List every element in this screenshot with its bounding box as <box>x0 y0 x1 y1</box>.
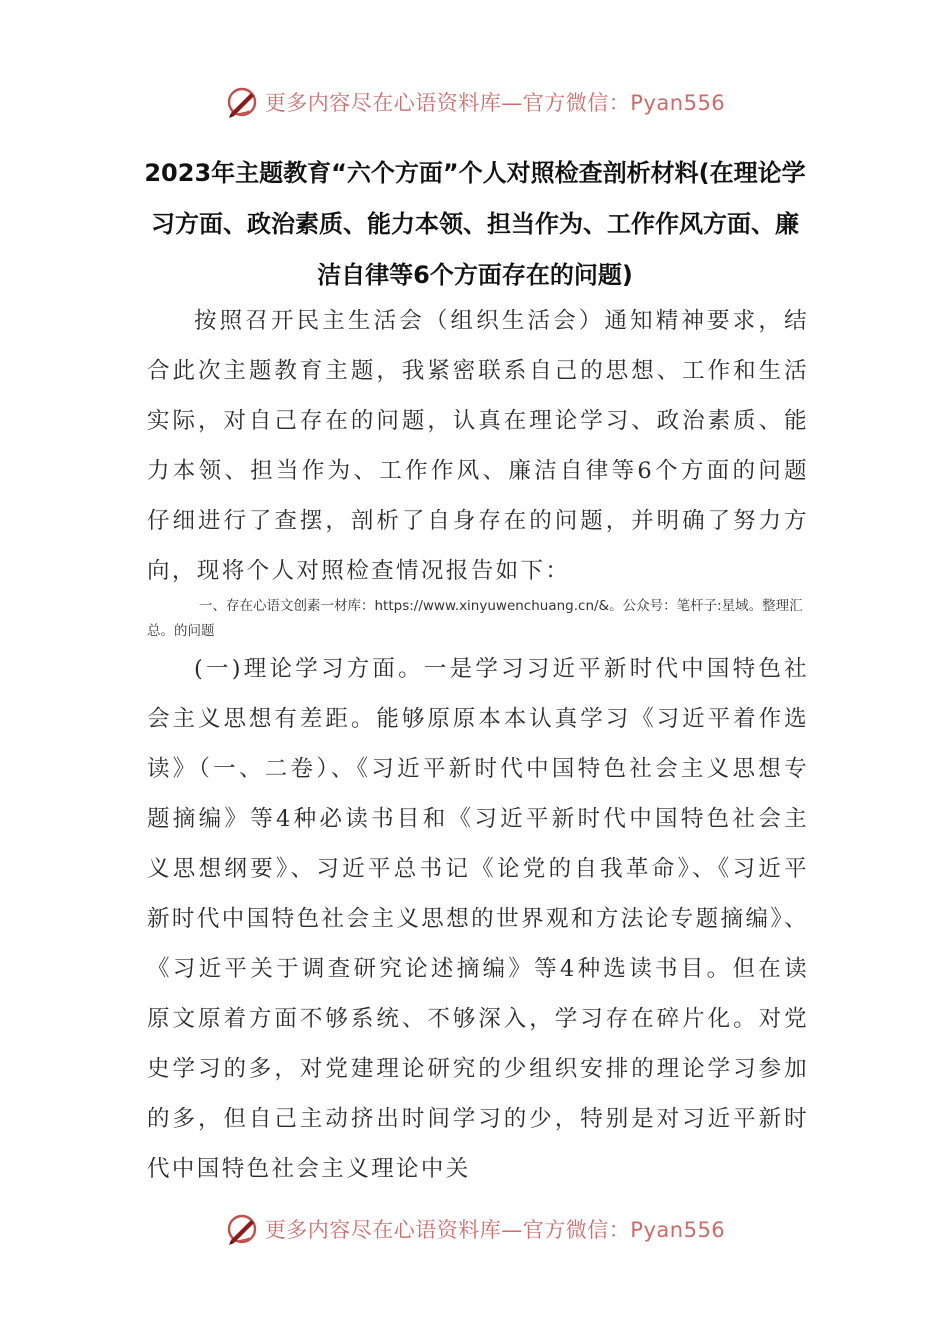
pen-in-circle-icon <box>225 85 259 119</box>
intro-paragraph: 按照召开民主生活会（组织生活会）通知精神要求，结合此次主题教育主题，我紧密联系自己的思想、工作和生活实际，对自己存在的问题，认真在理论学习、政治素质、能力本领、担当作为、工作作风、廉洁自律等6个方面的问题仔细进行了查摆，剖析了自身存在的问题，并明确了努力方向，现将个人对照检查情况报告如下： <box>147 308 809 584</box>
document-title: 2023年主题教育“六个方面”个人对照检查剖析材料(在理论学习方面、政治素质、能力本领、担当作为、工作作风方面、廉洁自律等6个方面存在的问题) <box>144 159 806 289</box>
footer-banner <box>0 1209 950 1249</box>
banner-text: 更多内容尽在心语资料库—官方微信：Pyan556 <box>264 91 726 115</box>
banner-text: 更多内容尽在心语资料库—官方微信：Pyan556 <box>264 1218 726 1242</box>
section-heading-note: 一、存在心语文创素一材库：https://www.xinyuwenchuang.cn/&。公众号：笔杆子:星域。整理汇总。的问题 <box>147 598 803 639</box>
header-banner <box>0 82 950 122</box>
section1-paragraph: (一)理论学习方面。一是学习习近平新时代中国特色社会主义思想有差距。能够原原本本认真学习《习近平着作选读》（一、二卷）、《习近平新时代中国特色社会主义思想专题摘编》等4种必读书目和《习近平新时代中国特色社会主义思想纲要》、习近平总书记《论党的自我革命》、《习近平新时代中国特色社会主义思想的世界观和方法论专题摘编》、《习近平关于调查研究论述摘编》等4种选读书目。但在读原文原着方面不够系统、不够深入，学习存在碎片化。对党史学习的多，对党建理论研究的少组织安排的理论学习参加的多，但自己主动挤出时间学习的少，特别是对习近平新时代中国特色社会主义理论中关 <box>147 656 809 1182</box>
pen-in-circle-icon <box>225 1212 259 1246</box>
